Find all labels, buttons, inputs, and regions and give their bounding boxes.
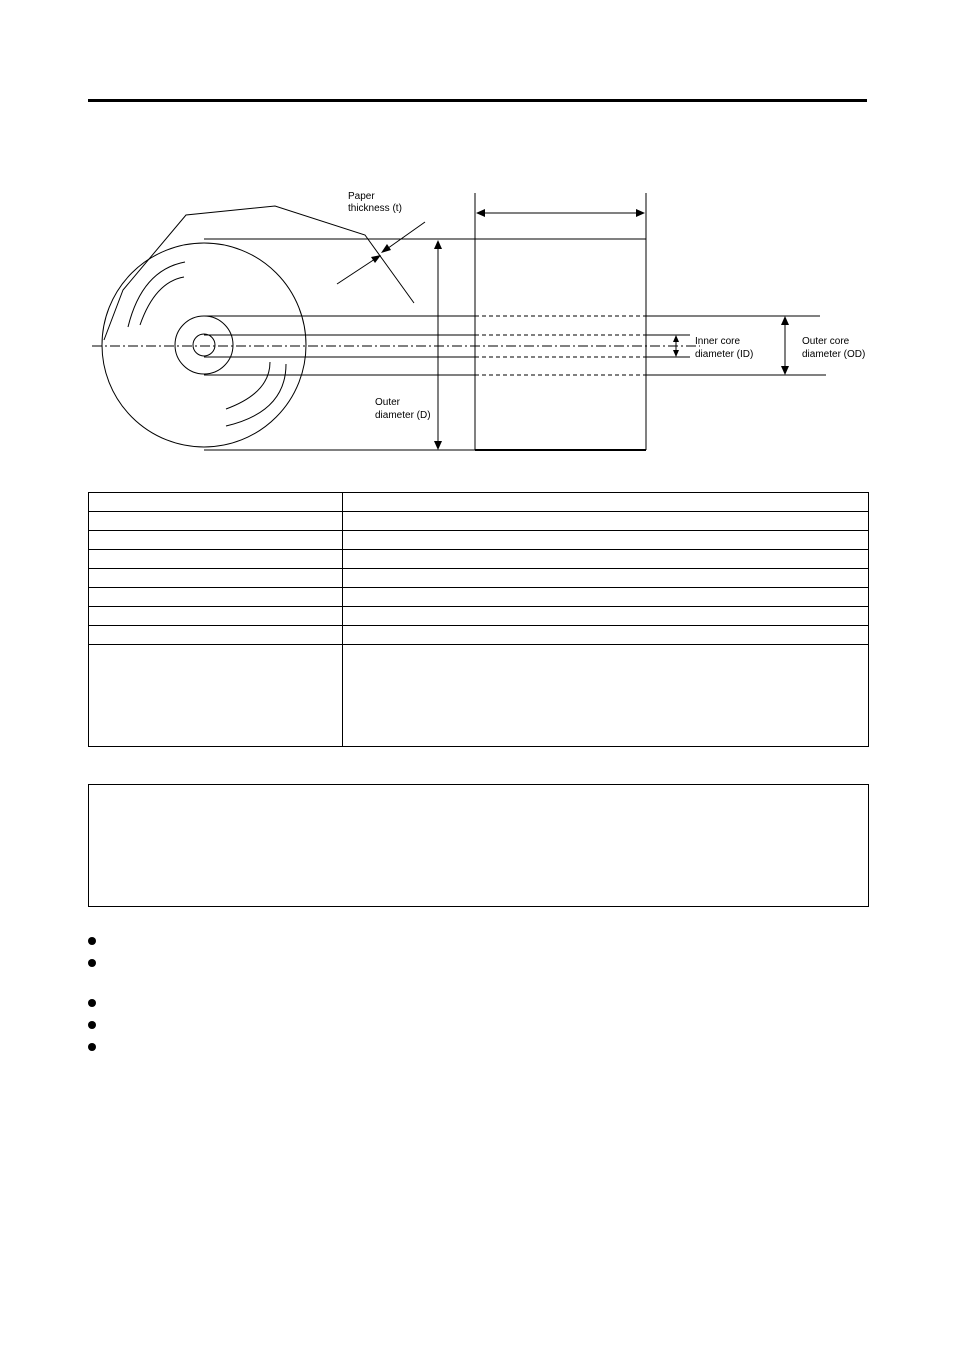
table-row	[89, 550, 869, 569]
table-cell-label	[89, 626, 343, 645]
arrow-head	[673, 350, 679, 357]
arrow-head	[434, 441, 442, 450]
core-inner-circle	[193, 334, 215, 356]
table-row	[89, 569, 869, 588]
outer-core-label-line1: Outer core	[802, 336, 850, 347]
arrow-head	[673, 335, 679, 342]
table-cell-value	[343, 569, 869, 588]
roll-outer-circle	[102, 243, 306, 447]
bullet-dot	[88, 1043, 96, 1051]
paper-thickness-label-line2: thickness (t)	[348, 203, 402, 214]
table-cell-label	[89, 493, 343, 512]
arrow-head	[781, 316, 789, 325]
arrow-head	[636, 209, 645, 217]
outer-core-label-line2: diameter (OD)	[802, 349, 866, 360]
table-row	[89, 626, 869, 645]
bullet-dot	[88, 959, 96, 967]
inner-core-label-line1: Inner core	[695, 336, 741, 347]
table-cell-value	[343, 588, 869, 607]
table-row	[89, 512, 869, 531]
table-cell-value	[343, 626, 869, 645]
inner-core-label-line2: diameter (ID)	[695, 349, 754, 360]
table-row	[89, 607, 869, 626]
bullet-dot	[88, 937, 96, 945]
table-cell-value	[343, 512, 869, 531]
spec-table	[88, 492, 869, 747]
arrow-head	[371, 255, 381, 263]
bullet-dot	[88, 999, 96, 1007]
outer-diameter-label-line2: diameter (D)	[375, 410, 431, 421]
table-cell-value	[343, 645, 869, 747]
paper-thickness-label-line1: Paper	[348, 191, 375, 202]
core-outer-circle	[175, 316, 233, 374]
arrow-head	[476, 209, 485, 217]
table-row	[89, 531, 869, 550]
table-cell-label	[89, 550, 343, 569]
table-cell-label	[89, 512, 343, 531]
paper-roll-diagram	[0, 0, 954, 470]
table-cell-value	[343, 493, 869, 512]
table-cell-value	[343, 550, 869, 569]
table-cell-label	[89, 569, 343, 588]
table-cell-label	[89, 607, 343, 626]
bullet-dot	[88, 1021, 96, 1029]
arrow-head	[434, 240, 442, 249]
winding-arc	[226, 362, 270, 409]
table-cell-value	[343, 607, 869, 626]
table-row	[89, 588, 869, 607]
table-cell-label	[89, 588, 343, 607]
arrow-head	[381, 244, 391, 253]
table-cell-value	[343, 531, 869, 550]
note-box	[88, 784, 869, 907]
table-cell-label	[89, 645, 343, 747]
paper-thickness-arrow	[384, 222, 425, 251]
arrow-head	[781, 366, 789, 375]
table-row	[89, 493, 869, 512]
paper-edge-outline	[104, 206, 414, 340]
paper-thickness-arrow	[337, 257, 378, 284]
table-row	[89, 645, 869, 747]
outer-diameter-label-line1: Outer	[375, 397, 401, 408]
table-cell-label	[89, 531, 343, 550]
winding-arc	[140, 277, 184, 325]
